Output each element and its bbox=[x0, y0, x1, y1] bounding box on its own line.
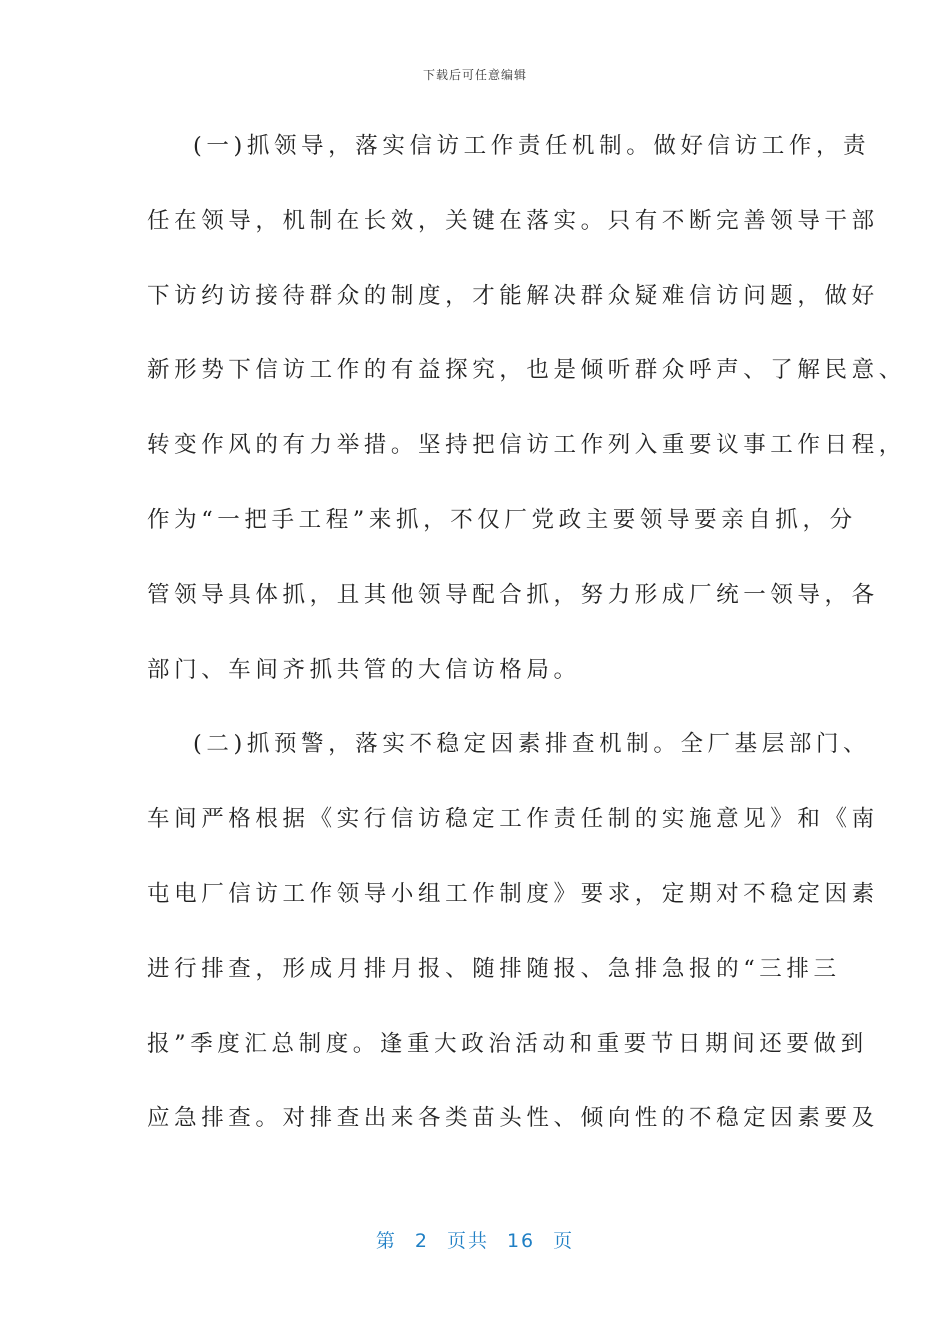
paragraph-1-line-2: 任在领导，机制在长效，关键在落实。只有不断完善领导干部 bbox=[147, 207, 879, 234]
paragraph-2-line-4: 进行排查，形成月排月报、随排随报、急排急报的“三排三 bbox=[147, 955, 841, 982]
paragraph-1-line-5: 转变作风的有力举措。坚持把信访工作列入重要议事工作日程， bbox=[147, 432, 906, 459]
paragraph-1-line-6: 作为“一把手工程”来抓，不仅厂党政主要领导要亲自抓，分 bbox=[147, 506, 857, 533]
paragraph-2-line-2: 车间严格根据《实行信访稳定工作责任制的实施意见》和《南 bbox=[147, 806, 879, 833]
document-body bbox=[147, 118, 906, 1165]
footer-suffix: 页 bbox=[553, 1230, 575, 1252]
paragraph-1-line-1: (一)抓领导，落实信访工作责任机制。做好信访工作，责 bbox=[193, 133, 871, 159]
footer-middle: 页共 bbox=[446, 1230, 489, 1252]
paragraph-1-line-3: 下访约访接待群众的制度，才能解决群众疑难信访问题，做好 bbox=[147, 282, 879, 309]
footer-page-number: 2 bbox=[414, 1230, 429, 1252]
page-footer bbox=[0, 1226, 950, 1253]
paragraph-2-line-5: 报”季度汇总制度。逢重大政治活动和重要节日期间还要做到 bbox=[147, 1030, 868, 1057]
paragraph-1-line-4: 新形势下信访工作的有益探究，也是倾听群众呼声、了解民意、 bbox=[147, 357, 906, 384]
paragraph-1-line-7: 管领导具体抓，且其他领导配合抓，努力形成厂统一领导，各 bbox=[147, 581, 879, 608]
header-note: 下载后可任意编辑 bbox=[422, 68, 527, 82]
paragraph-2-line-3: 屯电厂信访工作领导小组工作制度》要求，定期对不稳定因素 bbox=[147, 880, 879, 907]
paragraph-2-line-1: (二)抓预警，落实不稳定因素排查机制。全厂基层部门、 bbox=[193, 731, 871, 758]
footer-prefix: 第 bbox=[375, 1230, 397, 1252]
footer-total-pages: 16 bbox=[506, 1230, 536, 1252]
paragraph-1-line-8: 部门、车间齐抓共管的大信访格局。 bbox=[147, 656, 581, 683]
paragraph-2-line-6: 应急排查。对排查出来各类苗头性、倾向性的不稳定因素要及 bbox=[147, 1105, 879, 1132]
